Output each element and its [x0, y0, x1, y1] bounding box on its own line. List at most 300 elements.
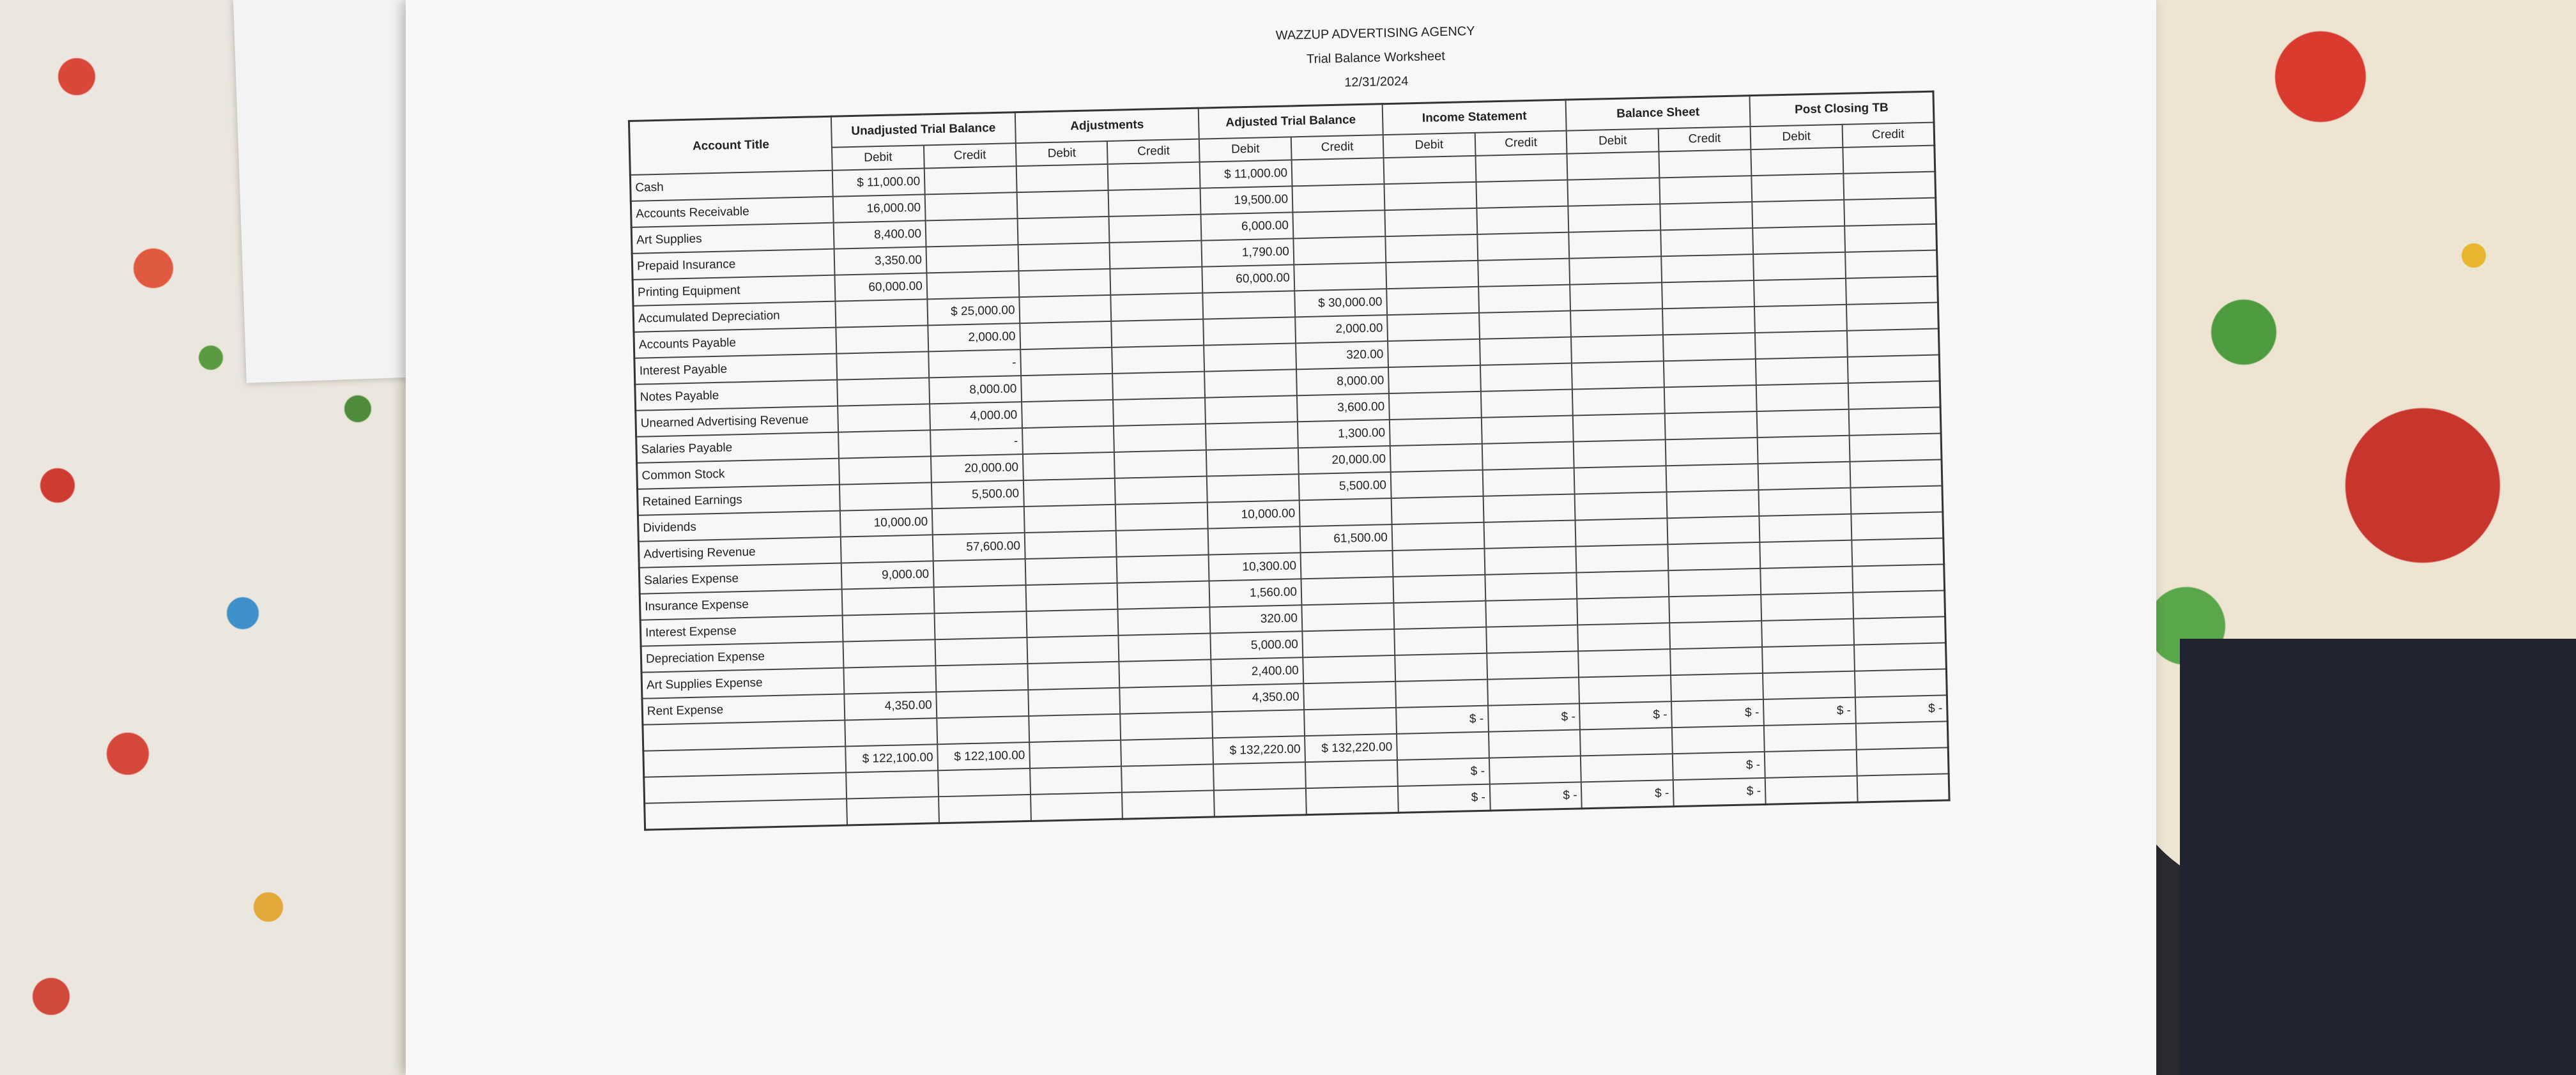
amount-cell — [1114, 398, 1206, 426]
amount-cell — [1756, 383, 1849, 411]
amount-cell — [1028, 688, 1121, 716]
account-title-cell: Prepaid Insurance — [632, 249, 835, 280]
total-cell — [1030, 766, 1123, 795]
amount-cell — [1671, 673, 1763, 701]
total-cell: $ - — [1488, 703, 1581, 731]
worksheet-body — [630, 146, 1949, 830]
amount-cell — [1661, 254, 1754, 282]
amount-cell — [1752, 226, 1845, 254]
account-title-cell: Dividends — [638, 511, 841, 542]
amount-cell — [1662, 307, 1755, 335]
amount-cell — [839, 482, 932, 510]
total-cell — [846, 770, 939, 798]
total-cell — [1121, 712, 1213, 740]
amount-cell — [1850, 485, 1943, 514]
amount-cell — [1851, 538, 1944, 566]
amount-cell — [1664, 385, 1757, 413]
amount-cell — [1763, 671, 1855, 699]
amount-cell: $ 11,000.00 — [1200, 160, 1292, 188]
amount-cell — [1391, 496, 1483, 524]
amount-cell: 320.00 — [1210, 605, 1303, 633]
amount-cell — [1659, 176, 1752, 204]
amount-cell — [1303, 655, 1395, 683]
debit-header: Debit — [1750, 125, 1843, 149]
amount-cell — [1853, 616, 1946, 644]
amount-cell — [1567, 151, 1660, 179]
amount-cell — [935, 664, 1028, 692]
total-cell — [937, 716, 1029, 744]
amount-cell — [1020, 347, 1113, 376]
amount-cell — [1023, 452, 1116, 480]
amount-cell — [1753, 252, 1846, 280]
amount-cell — [1570, 309, 1663, 337]
amount-cell — [1120, 685, 1213, 713]
account-title-cell: Retained Earnings — [638, 485, 841, 515]
dark-background — [2180, 639, 2576, 1075]
amount-cell — [1855, 669, 1947, 697]
amount-cell — [1570, 256, 1662, 284]
group-header-income-statement: Income Statement — [1382, 100, 1567, 135]
amount-cell — [1205, 395, 1298, 423]
group-header-post-closing: Post Closing TB — [1749, 91, 1934, 126]
account-title-cell: Art Supplies — [631, 223, 834, 254]
amount-cell — [1758, 488, 1851, 516]
amount-cell — [1206, 448, 1299, 476]
total-cell: $ 122,100.00 — [937, 742, 1030, 770]
total-cell — [1489, 729, 1581, 758]
total-cell: $ 132,220.00 — [1305, 734, 1397, 762]
worksheet-table — [628, 91, 1951, 831]
amount-cell — [1391, 470, 1483, 498]
amount-cell: 1,300.00 — [1298, 420, 1390, 448]
amount-cell — [1111, 293, 1204, 321]
amount-cell — [1486, 625, 1579, 653]
amount-cell — [925, 192, 1018, 220]
account-title-cell: Advertising Revenue — [638, 537, 841, 568]
amount-cell — [1754, 278, 1846, 307]
amount-cell — [1758, 436, 1850, 464]
amount-cell: 4,350.00 — [1211, 683, 1304, 712]
amount-cell — [1761, 619, 1854, 647]
amount-cell — [836, 299, 928, 327]
total-cell — [1672, 726, 1765, 754]
account-title-cell: Salaries Payable — [636, 432, 839, 463]
total-cell — [1212, 710, 1305, 738]
amount-cell — [1023, 478, 1116, 507]
amount-cell — [1575, 492, 1667, 520]
amount-cell — [1203, 317, 1296, 345]
amount-cell: 20,000.00 — [931, 454, 1023, 482]
amount-cell — [1666, 438, 1758, 466]
amount-cell — [1846, 277, 1938, 305]
amount-cell — [1762, 645, 1855, 673]
amount-cell — [1016, 190, 1109, 218]
amount-cell — [1668, 542, 1761, 570]
total-cell — [847, 797, 939, 825]
amount-cell — [1756, 357, 1848, 385]
amount-cell — [1389, 392, 1482, 420]
amount-cell — [1577, 570, 1669, 598]
amount-cell — [935, 637, 1027, 666]
total-cell — [1764, 724, 1857, 752]
amount-cell: $ 11,000.00 — [832, 168, 925, 196]
account-title-cell: Accounts Receivable — [631, 197, 834, 227]
amount-cell — [1393, 601, 1486, 629]
amount-cell — [1114, 424, 1206, 452]
amount-cell: 19,500.00 — [1200, 186, 1293, 214]
amount-cell — [1384, 208, 1477, 236]
amount-cell — [933, 559, 1026, 587]
amount-cell — [1665, 411, 1758, 439]
amount-cell — [843, 639, 936, 667]
amount-cell — [1118, 607, 1211, 635]
total-cell — [939, 795, 1031, 823]
amount-cell — [1395, 680, 1488, 708]
amount-cell: 10,300.00 — [1209, 553, 1301, 581]
amount-cell — [837, 377, 930, 406]
amount-cell — [926, 218, 1018, 247]
debit-header: Debit — [832, 145, 924, 170]
group-header-balance-sheet: Balance Sheet — [1566, 96, 1751, 131]
amount-cell: 10,000.00 — [1208, 500, 1300, 528]
amount-cell — [1479, 311, 1572, 339]
amount-cell: - — [930, 428, 1023, 456]
amount-cell — [1660, 202, 1752, 230]
total-cell: $ 132,220.00 — [1213, 736, 1305, 764]
totals-label-cell — [644, 772, 847, 803]
account-title-cell: Depreciation Expense — [641, 642, 844, 673]
amount-cell — [1852, 564, 1945, 592]
amount-cell — [1208, 526, 1301, 554]
debit-header: Debit — [1383, 133, 1476, 158]
amount-cell — [1302, 629, 1395, 657]
amount-cell — [1113, 372, 1206, 400]
amount-cell — [1667, 490, 1759, 518]
amount-cell — [1386, 287, 1479, 315]
amount-cell — [1844, 198, 1936, 226]
amount-cell — [1660, 228, 1753, 256]
account-title-cell: Rent Expense — [642, 694, 845, 725]
amount-cell — [1476, 180, 1568, 208]
amount-cell: 2,000.00 — [1295, 315, 1388, 343]
total-cell — [1581, 754, 1673, 782]
amount-cell — [1109, 215, 1202, 243]
total-cell — [1122, 764, 1215, 792]
amount-cell — [1575, 518, 1668, 546]
amount-cell — [1018, 243, 1110, 271]
amount-cell — [1570, 282, 1662, 310]
amount-cell: 6,000.00 — [1201, 212, 1294, 240]
amount-cell — [1110, 267, 1203, 295]
total-cell — [1029, 740, 1122, 768]
amount-cell: - — [928, 349, 1021, 377]
amount-cell — [838, 404, 930, 432]
amount-cell — [1025, 557, 1117, 585]
amount-cell — [1388, 339, 1480, 367]
amount-cell — [1016, 164, 1108, 192]
total-cell — [1121, 738, 1214, 766]
amount-cell — [1108, 162, 1200, 190]
amount-cell — [1477, 233, 1570, 261]
total-cell: $ - — [1581, 780, 1674, 809]
amount-cell — [1487, 677, 1580, 705]
debit-header: Debit — [1016, 141, 1108, 166]
amount-cell — [1108, 188, 1201, 217]
amount-cell — [1301, 551, 1393, 579]
amount-cell — [1759, 540, 1852, 568]
total-cell: $ - — [1763, 698, 1856, 726]
account-title-header: Account Title — [629, 116, 832, 175]
total-cell — [1397, 732, 1489, 760]
account-title-cell: Accumulated Depreciation — [633, 301, 836, 332]
amount-cell — [1659, 149, 1752, 178]
amount-cell — [841, 535, 933, 563]
worksheet-heading — [818, 9, 1934, 107]
amount-cell — [1485, 572, 1577, 600]
amount-cell — [1300, 498, 1392, 526]
amount-cell: 20,000.00 — [1298, 446, 1391, 474]
amount-cell: $ 30,000.00 — [1294, 289, 1387, 317]
amount-cell — [1662, 280, 1754, 309]
credit-header: Credit — [1842, 123, 1935, 148]
amount-cell — [1666, 464, 1759, 492]
amount-cell — [1847, 355, 1940, 383]
amount-cell: 60,000.00 — [835, 273, 928, 301]
amount-cell — [1843, 146, 1935, 174]
amount-cell: 1,560.00 — [1209, 579, 1302, 607]
total-cell: $ - — [1673, 778, 1766, 807]
amount-cell — [1116, 503, 1208, 531]
amount-cell — [843, 613, 935, 641]
total-cell — [938, 768, 1031, 797]
group-header-adjustments: Adjustments — [1015, 108, 1200, 143]
amount-cell: 8,400.00 — [834, 220, 926, 248]
total-cell — [1031, 793, 1123, 821]
amount-cell — [1853, 590, 1945, 618]
account-title-cell: Notes Payable — [635, 380, 838, 411]
amount-cell — [1482, 442, 1574, 470]
amount-cell — [1117, 581, 1210, 609]
total-cell — [1765, 776, 1858, 805]
account-title-cell: Common Stock — [637, 459, 840, 489]
amount-cell — [839, 456, 931, 484]
company-name: WAZZUP ADVERTISING AGENCY — [1275, 24, 1475, 43]
totals-label-cell — [645, 798, 848, 830]
total-cell: $ - — [1579, 701, 1672, 729]
amount-cell: 8,000.00 — [1296, 367, 1389, 395]
amount-cell — [1574, 439, 1666, 468]
account-title-cell: Insurance Expense — [640, 590, 843, 620]
amount-cell — [1204, 343, 1296, 371]
total-cell — [1306, 786, 1399, 815]
amount-cell — [842, 587, 935, 615]
amount-cell — [1850, 459, 1942, 487]
amount-cell — [1667, 516, 1760, 544]
total-cell — [1304, 708, 1397, 736]
amount-cell — [1752, 200, 1844, 228]
amount-cell — [1485, 598, 1578, 627]
amount-cell — [1844, 224, 1937, 252]
account-title-cell: Art Supplies Expense — [641, 668, 845, 699]
amount-cell: 61,500.00 — [1300, 524, 1393, 553]
amount-cell — [1846, 303, 1939, 331]
amount-cell — [1027, 636, 1119, 664]
total-cell: $ - — [1673, 752, 1765, 780]
amount-cell — [1572, 387, 1665, 415]
amount-cell — [1115, 477, 1208, 505]
total-cell — [1214, 788, 1307, 817]
amount-cell — [1480, 337, 1572, 365]
amount-cell: 320.00 — [1296, 341, 1388, 369]
amount-cell: 4,000.00 — [930, 402, 1022, 430]
amount-cell — [1292, 184, 1385, 212]
amount-cell — [936, 690, 1029, 718]
amount-cell — [1027, 662, 1120, 690]
amount-cell — [1020, 321, 1112, 349]
amount-cell: $ 25,000.00 — [927, 297, 1020, 325]
account-title-cell: Interest Payable — [634, 354, 838, 385]
total-cell — [1856, 747, 1949, 775]
amount-cell — [932, 507, 1025, 535]
total-cell: $ 122,100.00 — [845, 744, 938, 772]
account-title-cell: Printing Equipment — [632, 275, 836, 306]
amount-cell — [1759, 514, 1851, 542]
total-cell — [1489, 756, 1581, 784]
account-title-cell: Accounts Payable — [634, 328, 837, 358]
totals-label-cell — [643, 746, 847, 777]
amount-cell — [1293, 236, 1386, 264]
amount-cell — [1384, 182, 1476, 210]
amount-cell — [1204, 369, 1297, 397]
amount-cell — [1026, 609, 1119, 637]
amount-cell — [1569, 230, 1662, 258]
amount-cell — [1018, 269, 1111, 297]
total-cell: $ - — [1398, 784, 1491, 813]
amount-cell — [1112, 346, 1205, 374]
amount-cell — [1303, 682, 1396, 710]
amount-cell — [1572, 361, 1664, 389]
amount-cell — [1843, 172, 1936, 200]
amount-cell: 60,000.00 — [1202, 264, 1295, 293]
amount-cell — [1025, 583, 1118, 611]
account-title-cell: Salaries Expense — [639, 563, 842, 594]
amount-cell — [1668, 568, 1761, 597]
total-cell — [1122, 790, 1215, 819]
amount-cell — [1847, 329, 1940, 357]
amount-cell — [926, 271, 1019, 299]
amount-cell — [1578, 649, 1671, 677]
amount-cell — [1757, 409, 1850, 438]
worksheet-date: 12/31/2024 — [1344, 74, 1409, 90]
amount-cell — [1292, 158, 1384, 186]
amount-cell — [1022, 400, 1114, 428]
account-title-cell: Cash — [630, 171, 833, 201]
debit-header: Debit — [1199, 137, 1292, 162]
amount-cell — [1663, 333, 1756, 361]
amount-cell — [1024, 531, 1117, 559]
total-cell: $ - — [1397, 758, 1490, 786]
amount-cell: 8,000.00 — [929, 376, 1022, 404]
amount-cell — [1385, 234, 1478, 263]
total-cell — [1213, 762, 1306, 790]
amount-cell — [1754, 305, 1847, 333]
credit-header: Credit — [1659, 126, 1751, 151]
amount-cell — [1116, 529, 1209, 557]
amount-cell — [1203, 291, 1296, 319]
amount-cell — [1022, 426, 1115, 454]
amount-cell — [1478, 259, 1570, 287]
amount-cell: 1,790.00 — [1202, 238, 1294, 266]
amount-cell — [1207, 474, 1300, 502]
total-cell — [1855, 721, 1948, 749]
amount-cell: 2,400.00 — [1211, 657, 1304, 685]
amount-cell — [1390, 444, 1483, 472]
amount-cell — [1387, 313, 1480, 341]
total-cell: $ - — [1489, 782, 1582, 811]
total-cell: $ - — [1671, 699, 1764, 728]
group-header-unadjusted: Unadjusted Trial Balance — [831, 112, 1016, 148]
total-cell — [1580, 728, 1673, 756]
total-cell — [1857, 774, 1949, 802]
amount-cell — [1393, 575, 1485, 603]
amount-cell: 57,600.00 — [933, 533, 1025, 561]
amount-cell — [1110, 241, 1202, 269]
amount-cell — [1568, 178, 1660, 206]
amount-cell: 5,000.00 — [1211, 631, 1303, 659]
amount-cell — [1751, 174, 1844, 202]
worksheet-paper — [406, 0, 2156, 1075]
amount-cell — [1576, 544, 1669, 572]
amount-cell — [1568, 204, 1661, 232]
worksheet-title: Trial Balance Worksheet — [1306, 49, 1446, 66]
amount-cell — [1392, 549, 1485, 577]
amount-cell — [1758, 462, 1850, 490]
amount-cell — [1483, 494, 1575, 522]
amount-cell — [1481, 416, 1574, 444]
amount-cell — [1395, 653, 1487, 682]
credit-header: Credit — [924, 143, 1016, 168]
amount-cell — [1761, 593, 1853, 621]
amount-cell: 2,000.00 — [928, 323, 1020, 351]
amount-cell: 3,350.00 — [834, 247, 927, 275]
amount-cell — [924, 166, 1017, 194]
amount-cell: 10,000.00 — [840, 508, 933, 537]
amount-cell — [1573, 413, 1666, 441]
amount-cell — [1487, 651, 1579, 679]
amount-cell — [935, 611, 1027, 639]
amount-cell — [1848, 407, 1941, 435]
amount-cell: 3,600.00 — [1297, 393, 1390, 422]
amount-cell — [1571, 335, 1664, 363]
total-cell — [1305, 760, 1398, 788]
credit-header: Credit — [1291, 135, 1384, 160]
amount-cell — [838, 430, 931, 458]
amount-cell — [1117, 555, 1209, 583]
total-cell — [845, 718, 937, 746]
amount-cell — [1578, 623, 1671, 651]
amount-cell — [1577, 597, 1670, 625]
amount-cell — [1386, 261, 1478, 289]
amount-cell: 16,000.00 — [833, 194, 926, 222]
total-cell: $ - — [1855, 695, 1948, 723]
amount-cell: 9,000.00 — [841, 561, 934, 589]
account-title-cell: Unearned Advertising Revenue — [636, 406, 839, 437]
amount-cell — [1478, 285, 1571, 313]
amount-cell — [1751, 148, 1843, 176]
amount-cell — [1849, 433, 1942, 461]
amount-cell — [836, 325, 929, 353]
amount-cell: 5,500.00 — [931, 480, 1024, 508]
